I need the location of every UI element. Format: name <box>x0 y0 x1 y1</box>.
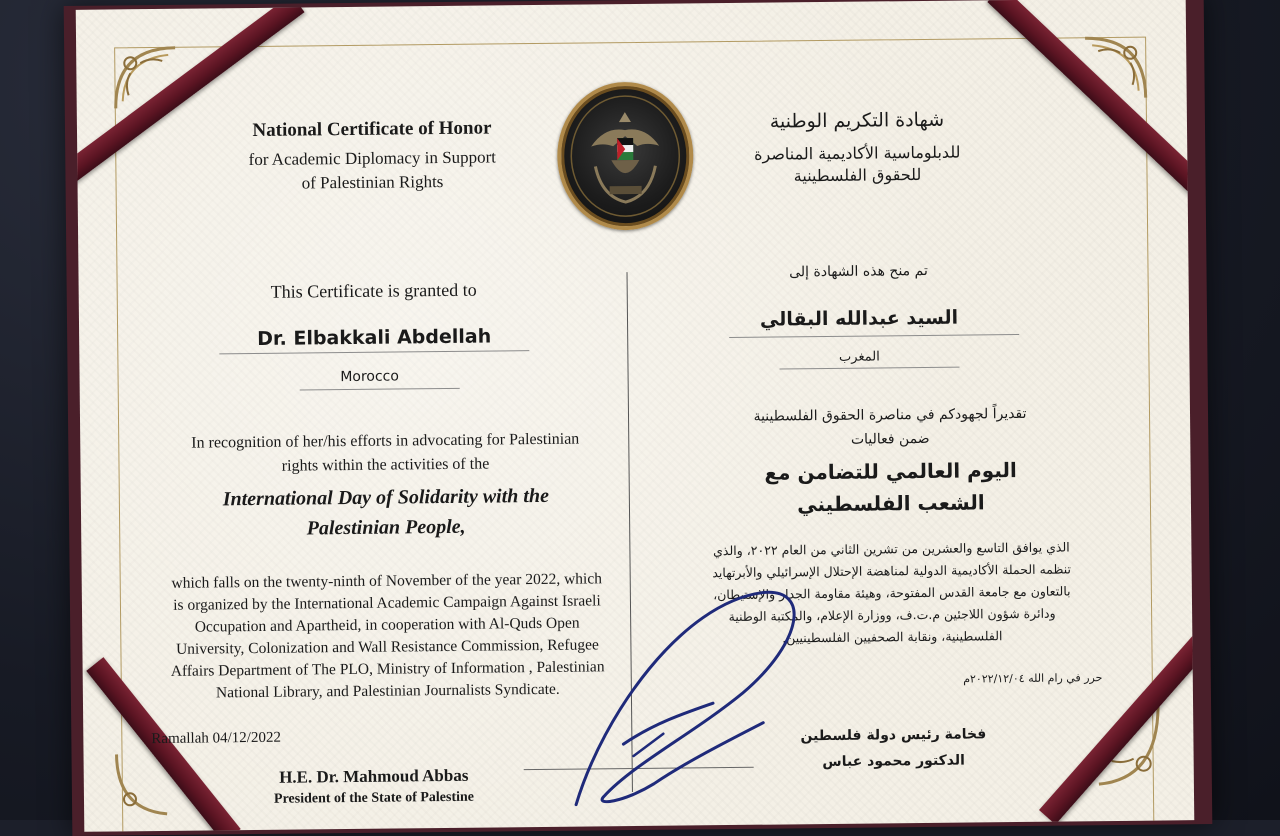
event-ar-1: اليوم العالمي للتضامن مع <box>764 458 1017 485</box>
body-ar-3: بالتعاون مع جامعة القدس المفتوحة، وهيئة مقاومة الجدار والإستيطان، <box>713 583 1071 603</box>
event-en-1: International Day of Solidarity with the <box>222 484 550 511</box>
subtitle-en-2: of Palestinian Rights <box>301 171 444 193</box>
recognition-en-1: In recognition of her/his efforts in advocating for Palestinian <box>191 430 580 452</box>
recipient-name-ar: السيد عبدالله البقالي <box>759 306 959 331</box>
title-en: National Certificate of Honor <box>252 117 492 141</box>
body-ar-4: ودائرة شؤون اللاجئين م.ت.ف، ووزارة الإعلام، والمكتبة الوطنية <box>728 605 1056 625</box>
subtitle-ar-1: للدبلوماسية الأكاديمية المناصرة <box>753 142 961 164</box>
body-ar-5: الفلسطينية، ونقابة الصحفيين الفلسطينيين. <box>782 628 1003 646</box>
event-ar-2: الشعب الفلسطيني <box>797 490 985 517</box>
body-en-6: National Library, and Palestinian Journalists Syndicate. <box>215 680 560 702</box>
signer-title-ar: فخامة رئيس دولة فلسطين <box>800 726 987 745</box>
body-en-2: is organized by the International Academic Campaign Against Israeli <box>173 592 601 614</box>
presidential-eagle-seal-icon <box>557 81 695 230</box>
body-ar-2: تنظمه الحملة الأكاديمية الدولية لمناهضة الإحتلال الإسرائيلي والأبرتهايد <box>712 561 1072 581</box>
subtitle-en-1: for Academic Diplomacy in Support <box>248 147 497 170</box>
body-en-1: which falls on the twenty-ninth of November of the year 2022, which <box>171 570 603 592</box>
granted-to-ar: تم منح هذه الشهادة إلى <box>789 262 928 281</box>
place-date-ar: حرر في رام الله ٢٠٢٢/١٢/٠٤م <box>963 671 1103 686</box>
handwritten-signature <box>562 562 825 815</box>
body-en-5: Affairs Department of The PLO, Ministry of Information , Palestinian <box>170 658 605 680</box>
body-en-4: University, Colonization and Wall Resistance Commission, Refugee <box>175 636 599 658</box>
signer-name-en: H.E. Dr. Mahmoud Abbas <box>279 765 469 787</box>
title-ar: شهادة التكريم الوطنية <box>769 108 945 133</box>
place-date-en: Ramallah 04/12/2022 <box>151 729 282 748</box>
country-en: Morocco <box>340 368 399 386</box>
body-ar-1: الذي يوافق التاسع والعشرين من تشرين الثاني من العام ٢٠٢٢، والذي <box>713 539 1070 559</box>
recognition-en-2: rights within the activities of the <box>281 455 490 475</box>
recipient-name-en: Dr. Elbakkali Abdellah <box>257 325 492 350</box>
certificate-paper <box>76 0 1195 832</box>
subtitle-ar-2: للحقوق الفلسطينية <box>793 164 922 186</box>
signer-name-ar: الدكتور محمود عباس <box>822 752 965 771</box>
granted-to-en: This Certificate is granted to <box>270 279 477 302</box>
signer-title-en: President of the State of Palestine <box>273 789 475 807</box>
appreciation-ar: تقديراً لجهودكم في مناصرة الحقوق الفلسطينية <box>753 405 1027 425</box>
country-ar: المغرب <box>838 349 880 365</box>
event-en-2: Palestinian People, <box>306 515 466 540</box>
within-ar: ضمن فعاليات <box>850 430 930 448</box>
body-en-3: Occupation and Apartheid, in cooperation with Al-Quds Open <box>194 614 580 636</box>
